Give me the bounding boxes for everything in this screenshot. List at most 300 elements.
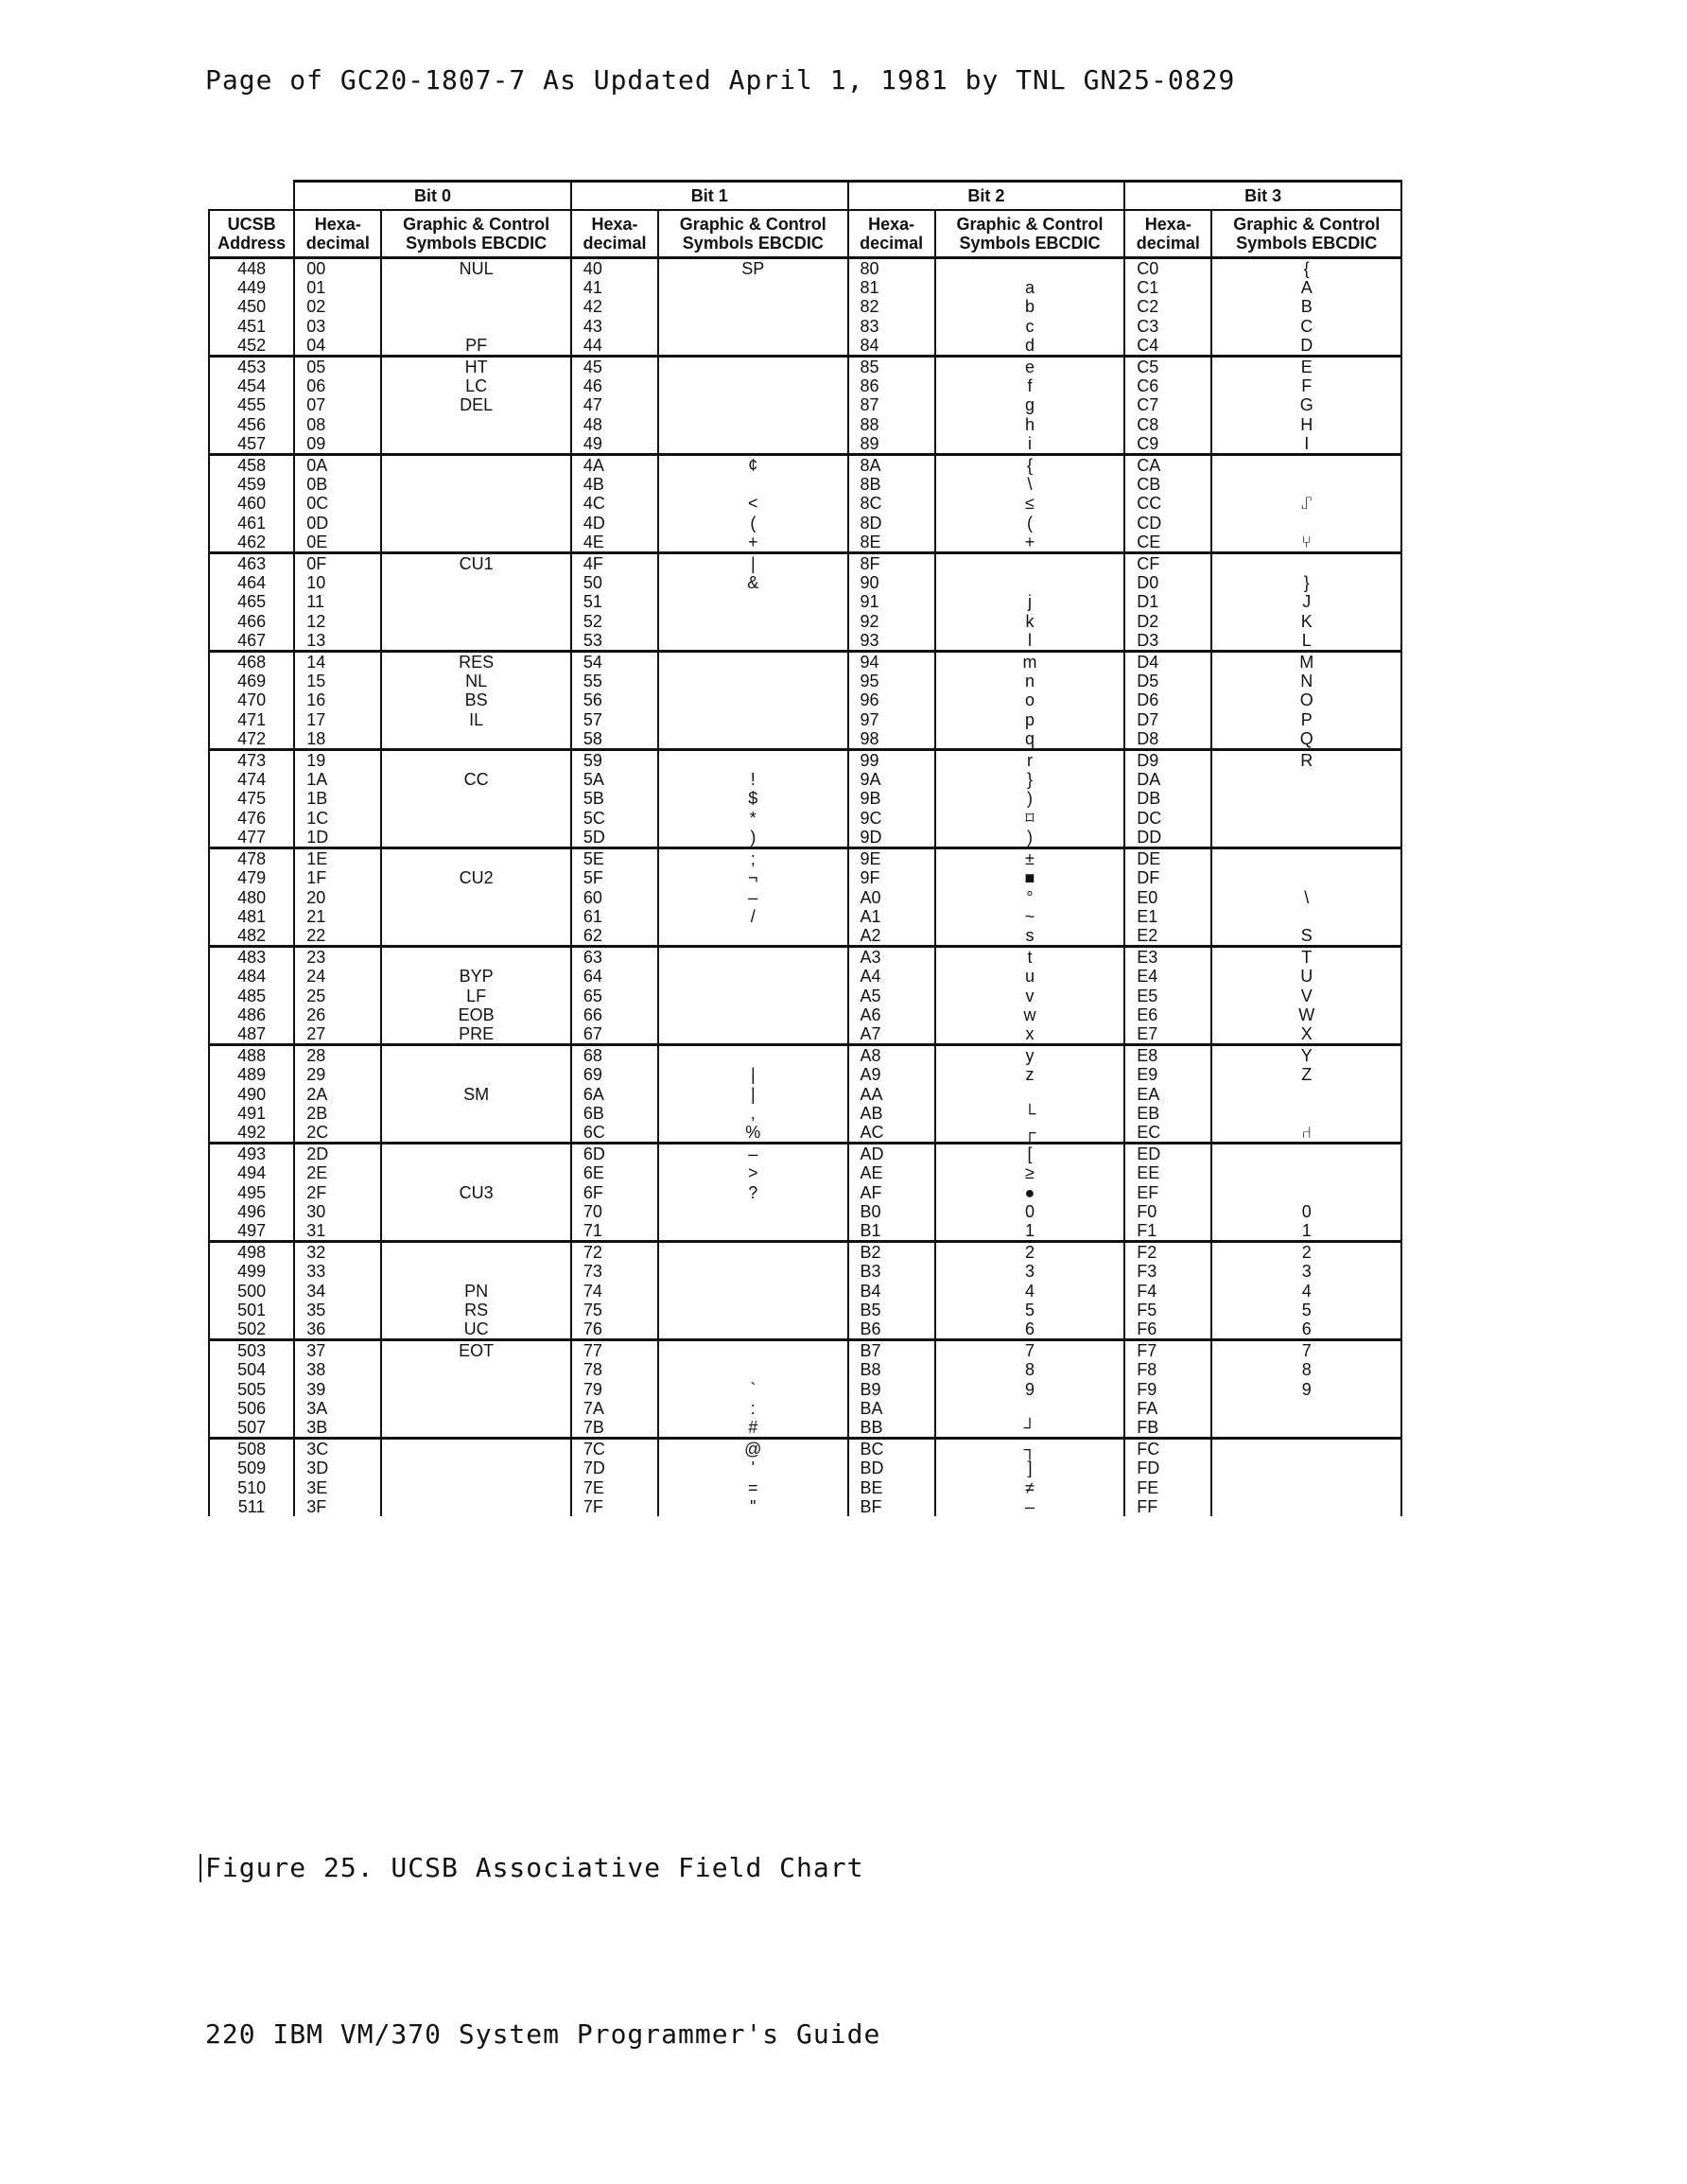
hex-bit2-cell: 84	[848, 336, 935, 357]
sym-bit1-cell	[658, 672, 847, 690]
table-row	[209, 828, 1401, 848]
hex-bit0-cell: 1C	[294, 809, 381, 828]
sym-bit1-cell	[658, 710, 847, 729]
sym-bit3-cell: {	[1211, 258, 1401, 279]
addr-cell: 457	[209, 434, 294, 455]
table-row	[209, 553, 1401, 574]
addr-cell: 510	[209, 1478, 294, 1497]
sym-bit3-cell: I	[1211, 434, 1401, 455]
hex-bit0-cell: 0F	[294, 553, 381, 574]
table-row	[209, 1221, 1401, 1242]
sym-bit0-cell	[381, 455, 570, 476]
sym-bit2-cell: e	[935, 357, 1124, 377]
table-row	[209, 888, 1401, 907]
addr-cell: 455	[209, 395, 294, 414]
sym-bit3-cell: ⑀	[1211, 494, 1401, 513]
bit-3-header: Bit 3	[1124, 182, 1401, 211]
hex-bit1-cell: 79	[571, 1380, 658, 1399]
hex-bit2-cell: 91	[848, 592, 935, 611]
hex-bit3-cell: F9	[1124, 1380, 1211, 1399]
hex-bit0-cell: 3B	[294, 1418, 381, 1439]
symbols-header: Graphic & Control Symbols EBCDIC	[1211, 210, 1401, 258]
sym-bit2-cell: 2	[935, 1242, 1124, 1263]
hex-bit2-cell: 9C	[848, 809, 935, 828]
revision-bar	[200, 1854, 201, 1882]
sym-bit2-cell: h	[935, 415, 1124, 434]
sym-bit0-cell: EOB	[381, 1005, 570, 1024]
sym-bit2-cell: 3	[935, 1262, 1124, 1281]
sym-bit1-cell	[658, 357, 847, 377]
sym-bit1-cell	[658, 690, 847, 709]
addr-cell: 500	[209, 1282, 294, 1301]
hex-bit3-cell: F8	[1124, 1360, 1211, 1379]
table-row	[209, 926, 1401, 947]
sym-bit2-cell: [	[935, 1144, 1124, 1164]
hex-bit3-cell: E3	[1124, 947, 1211, 968]
sym-bit0-cell: CU1	[381, 553, 570, 574]
hex-bit0-cell: 1B	[294, 789, 381, 808]
hex-bit0-cell: 1D	[294, 828, 381, 848]
hex-bit2-cell: AB	[848, 1104, 935, 1123]
table-row	[209, 1045, 1401, 1066]
hex-bit2-cell: B4	[848, 1282, 935, 1301]
sym-bit2-cell: q	[935, 729, 1124, 750]
addr-cell: 485	[209, 987, 294, 1005]
hex-bit1-cell: 41	[571, 278, 658, 297]
addr-cell: 508	[209, 1439, 294, 1459]
hex-bit0-cell: 2E	[294, 1163, 381, 1182]
hex-bit0-cell: 34	[294, 1282, 381, 1301]
hex-bit2-cell: 9B	[848, 789, 935, 808]
sym-bit2-cell: ●	[935, 1183, 1124, 1202]
sym-bit3-cell	[1211, 475, 1401, 494]
hex-bit1-cell: 70	[571, 1202, 658, 1221]
addr-cell: 467	[209, 631, 294, 652]
sym-bit0-cell	[381, 907, 570, 926]
addr-cell: 466	[209, 612, 294, 631]
page-header: Page of GC20-1807-7 As Updated April 1, 1981 by TNL GN25-0829	[205, 64, 1236, 96]
addr-cell: 501	[209, 1301, 294, 1319]
hex-bit3-cell: CE	[1124, 533, 1211, 553]
sym-bit3-cell	[1211, 1399, 1401, 1418]
sym-bit1-cell	[658, 1221, 847, 1242]
sym-bit0-cell	[381, 434, 570, 455]
hex-bit3-cell: C9	[1124, 434, 1211, 455]
hex-bit3-cell: D2	[1124, 612, 1211, 631]
table-row	[209, 533, 1401, 553]
hex-bit3-cell: C1	[1124, 278, 1211, 297]
hex-bit2-cell: AE	[848, 1163, 935, 1182]
addr-cell: 498	[209, 1242, 294, 1263]
sym-bit1-cell: /	[658, 907, 847, 926]
sym-bit3-cell: 4	[1211, 1282, 1401, 1301]
hexadecimal-header: Hexa- decimal	[848, 210, 935, 258]
sym-bit2-cell: 6	[935, 1319, 1124, 1340]
hex-bit3-cell: DF	[1124, 868, 1211, 887]
hex-bit1-cell: 7A	[571, 1399, 658, 1418]
sym-bit0-cell	[381, 1497, 570, 1516]
sym-bit3-cell: 0	[1211, 1202, 1401, 1221]
sym-bit3-cell	[1211, 1497, 1401, 1516]
hex-bit0-cell: 06	[294, 376, 381, 395]
sym-bit1-cell: SP	[658, 258, 847, 279]
sym-bit0-cell: CU3	[381, 1183, 570, 1202]
hex-bit2-cell: 9A	[848, 770, 935, 789]
sym-bit3-cell: B	[1211, 297, 1401, 316]
hex-bit3-cell: EC	[1124, 1123, 1211, 1144]
sym-bit0-cell: BYP	[381, 967, 570, 986]
hex-bit0-cell: 02	[294, 297, 381, 316]
sym-bit2-cell: └	[935, 1104, 1124, 1123]
sym-bit1-cell	[658, 926, 847, 947]
hex-bit2-cell: BE	[848, 1478, 935, 1497]
sym-bit0-cell: LF	[381, 987, 570, 1005]
table-row	[209, 1123, 1401, 1144]
hex-bit2-cell: B9	[848, 1380, 935, 1399]
sym-bit1-cell: ¢	[658, 455, 847, 476]
sym-bit1-cell: %	[658, 1123, 847, 1144]
sym-bit0-cell	[381, 1478, 570, 1497]
hex-bit3-cell: E4	[1124, 967, 1211, 986]
addr-cell: 483	[209, 947, 294, 968]
table-row	[209, 1340, 1401, 1361]
hex-bit2-cell: B3	[848, 1262, 935, 1281]
hex-bit0-cell: 00	[294, 258, 381, 279]
hex-bit2-cell: A1	[848, 907, 935, 926]
hex-bit1-cell: 75	[571, 1301, 658, 1319]
table-row	[209, 1242, 1401, 1263]
sym-bit1-cell: ;	[658, 848, 847, 869]
hex-bit1-cell: 4E	[571, 533, 658, 553]
sym-bit2-cell: g	[935, 395, 1124, 414]
sym-bit3-cell: X	[1211, 1024, 1401, 1045]
hex-bit0-cell: 23	[294, 947, 381, 968]
hex-bit2-cell: BF	[848, 1497, 935, 1516]
sym-bit3-cell	[1211, 1144, 1401, 1164]
addr-cell: 459	[209, 475, 294, 494]
hex-bit3-cell: C2	[1124, 297, 1211, 316]
hex-bit1-cell: 63	[571, 947, 658, 968]
hex-bit2-cell: 98	[848, 729, 935, 750]
sym-bit2-cell: 7	[935, 1340, 1124, 1361]
hex-bit2-cell: A9	[848, 1065, 935, 1084]
sym-bit1-cell	[658, 1024, 847, 1045]
hex-bit1-cell: 62	[571, 926, 658, 947]
sym-bit0-cell	[381, 1202, 570, 1221]
table-row	[209, 336, 1401, 357]
addr-cell: 481	[209, 907, 294, 926]
hex-bit1-cell: 56	[571, 690, 658, 709]
addr-cell: 463	[209, 553, 294, 574]
sym-bit3-cell	[1211, 809, 1401, 828]
sym-bit3-cell: A	[1211, 278, 1401, 297]
sym-bit1-cell	[658, 1262, 847, 1281]
hex-bit1-cell: 51	[571, 592, 658, 611]
hex-bit3-cell: D0	[1124, 573, 1211, 592]
hex-bit0-cell: 37	[294, 1340, 381, 1361]
sym-bit3-cell	[1211, 1459, 1401, 1477]
hex-bit1-cell: 48	[571, 415, 658, 434]
bit-header-row	[209, 182, 1401, 211]
sym-bit0-cell	[381, 888, 570, 907]
sym-bit3-cell: H	[1211, 415, 1401, 434]
ucsb-associative-field-chart	[208, 180, 1402, 1516]
sym-bit0-cell	[381, 278, 570, 297]
sym-bit3-cell: 5	[1211, 1301, 1401, 1319]
hex-bit2-cell: B1	[848, 1221, 935, 1242]
sym-bit1-cell	[658, 297, 847, 316]
addr-cell: 475	[209, 789, 294, 808]
hex-bit1-cell: 46	[571, 376, 658, 395]
addr-cell: 489	[209, 1065, 294, 1084]
sym-bit1-cell	[658, 434, 847, 455]
addr-cell: 482	[209, 926, 294, 947]
table-row	[209, 1301, 1401, 1319]
hex-bit3-cell: F0	[1124, 1202, 1211, 1221]
hex-bit3-cell: D8	[1124, 729, 1211, 750]
addr-cell: 488	[209, 1045, 294, 1066]
addr-cell: 470	[209, 690, 294, 709]
sym-bit1-cell: =	[658, 1478, 847, 1497]
sym-bit3-cell: C	[1211, 317, 1401, 336]
sym-bit2-cell: °	[935, 888, 1124, 907]
hex-bit0-cell: 28	[294, 1045, 381, 1066]
hex-bit1-cell: 5B	[571, 789, 658, 808]
hex-bit1-cell: 49	[571, 434, 658, 455]
hex-bit3-cell: DC	[1124, 809, 1211, 828]
sym-bit3-cell	[1211, 1418, 1401, 1439]
sym-bit2-cell: (	[935, 514, 1124, 533]
hex-bit2-cell: B6	[848, 1319, 935, 1340]
sym-bit0-cell	[381, 1104, 570, 1123]
table-row	[209, 395, 1401, 414]
hex-bit2-cell: 87	[848, 395, 935, 414]
addr-cell: 471	[209, 710, 294, 729]
sym-bit1-cell: –	[658, 888, 847, 907]
hex-bit1-cell: 47	[571, 395, 658, 414]
sym-bit3-cell: 3	[1211, 1262, 1401, 1281]
sym-bit1-cell: *	[658, 809, 847, 828]
sym-bit1-cell	[658, 1282, 847, 1301]
table-row	[209, 729, 1401, 750]
sym-bit0-cell	[381, 926, 570, 947]
sym-bit2-cell: ┐	[935, 1439, 1124, 1459]
sym-bit2-cell: \	[935, 475, 1124, 494]
sym-bit3-cell: ⑂	[1211, 533, 1401, 553]
sym-bit2-cell: {	[935, 455, 1124, 476]
hex-bit2-cell: 97	[848, 710, 935, 729]
table-row	[209, 376, 1401, 395]
addr-cell: 487	[209, 1024, 294, 1045]
addr-cell: 452	[209, 336, 294, 357]
sym-bit0-cell: PRE	[381, 1024, 570, 1045]
hex-bit0-cell: 30	[294, 1202, 381, 1221]
table-row	[209, 1183, 1401, 1202]
sym-bit1-cell: ,	[658, 1104, 847, 1123]
table-row	[209, 672, 1401, 690]
table-row	[209, 710, 1401, 729]
hex-bit0-cell: 1F	[294, 868, 381, 887]
page-footer: 220 IBM VM/370 System Programmer's Guide	[205, 2018, 881, 2050]
hex-bit0-cell: 10	[294, 573, 381, 592]
sym-bit3-cell	[1211, 1478, 1401, 1497]
hex-bit3-cell: D6	[1124, 690, 1211, 709]
sym-bit2-cell: ┘	[935, 1418, 1124, 1439]
table-row	[209, 750, 1401, 771]
sym-bit1-cell	[658, 987, 847, 1005]
addr-cell: 456	[209, 415, 294, 434]
corner-blank	[209, 182, 294, 211]
table-row	[209, 494, 1401, 513]
hex-bit0-cell: 03	[294, 317, 381, 336]
hex-bit2-cell: A4	[848, 967, 935, 986]
symbols-header: Graphic & Control Symbols EBCDIC	[381, 210, 570, 258]
hex-bit3-cell: C8	[1124, 415, 1211, 434]
sym-bit3-cell: V	[1211, 987, 1401, 1005]
addr-cell: 478	[209, 848, 294, 869]
hex-bit0-cell: 20	[294, 888, 381, 907]
sym-bit2-cell	[935, 258, 1124, 279]
table-row	[209, 573, 1401, 592]
sym-bit3-cell: J	[1211, 592, 1401, 611]
hex-bit0-cell: 0C	[294, 494, 381, 513]
hex-bit2-cell: 89	[848, 434, 935, 455]
hex-bit0-cell: 26	[294, 1005, 381, 1024]
sym-bit2-cell: 9	[935, 1380, 1124, 1399]
sym-bit2-cell: ±	[935, 848, 1124, 869]
hex-bit1-cell: 73	[571, 1262, 658, 1281]
hex-bit3-cell: FC	[1124, 1439, 1211, 1459]
sym-bit2-cell: }	[935, 770, 1124, 789]
hex-bit3-cell: E6	[1124, 1005, 1211, 1024]
sym-bit1-cell	[658, 631, 847, 652]
hex-bit3-cell: FA	[1124, 1399, 1211, 1418]
table-row	[209, 1202, 1401, 1221]
hex-bit0-cell: 2C	[294, 1123, 381, 1144]
hex-bit2-cell: 8A	[848, 455, 935, 476]
sym-bit0-cell: PF	[381, 336, 570, 357]
hex-bit2-cell: B5	[848, 1301, 935, 1319]
hex-bit3-cell: E9	[1124, 1065, 1211, 1084]
table-row	[209, 1459, 1401, 1477]
hex-bit0-cell: 0E	[294, 533, 381, 553]
sym-bit3-cell: 1	[1211, 1221, 1401, 1242]
addr-cell: 494	[209, 1163, 294, 1182]
addr-cell: 451	[209, 317, 294, 336]
hex-bit2-cell: A5	[848, 987, 935, 1005]
addr-cell: 493	[209, 1144, 294, 1164]
hex-bit3-cell: E2	[1124, 926, 1211, 947]
hex-bit3-cell: DE	[1124, 848, 1211, 869]
sym-bit3-cell	[1211, 1163, 1401, 1182]
sym-bit2-cell: u	[935, 967, 1124, 986]
sym-bit0-cell	[381, 533, 570, 553]
hex-bit2-cell: 94	[848, 652, 935, 673]
table-row	[209, 987, 1401, 1005]
table-row	[209, 809, 1401, 828]
hex-bit3-cell: F6	[1124, 1319, 1211, 1340]
sym-bit2-cell	[935, 553, 1124, 574]
hex-bit3-cell: CA	[1124, 455, 1211, 476]
hex-bit0-cell: 3D	[294, 1459, 381, 1477]
hex-bit0-cell: 3C	[294, 1439, 381, 1459]
sym-bit0-cell	[381, 592, 570, 611]
sym-bit3-cell: 9	[1211, 1380, 1401, 1399]
sym-bit2-cell: 5	[935, 1301, 1124, 1319]
hex-bit3-cell: C7	[1124, 395, 1211, 414]
sym-bit0-cell	[381, 317, 570, 336]
sym-bit1-cell: '	[658, 1459, 847, 1477]
sym-bit1-cell: `	[658, 1380, 847, 1399]
hex-bit0-cell: 05	[294, 357, 381, 377]
addr-cell: 472	[209, 729, 294, 750]
sym-bit0-cell	[381, 1459, 570, 1477]
sym-bit1-cell	[658, 1202, 847, 1221]
sym-bit3-cell: D	[1211, 336, 1401, 357]
hex-bit2-cell: A8	[848, 1045, 935, 1066]
hex-bit0-cell: 29	[294, 1065, 381, 1084]
sym-bit1-cell: $	[658, 789, 847, 808]
sym-bit3-cell	[1211, 553, 1401, 574]
sym-bit1-cell: &	[658, 573, 847, 592]
hex-bit2-cell: 9F	[848, 868, 935, 887]
table-row	[209, 947, 1401, 968]
chart-body	[209, 258, 1401, 1517]
sym-bit3-cell: 2	[1211, 1242, 1401, 1263]
hex-bit1-cell: 69	[571, 1065, 658, 1084]
sym-bit2-cell: s	[935, 926, 1124, 947]
hex-bit1-cell: 76	[571, 1319, 658, 1340]
table-row	[209, 1085, 1401, 1104]
sym-bit2-cell: 0	[935, 1202, 1124, 1221]
symbols-header: Graphic & Control Symbols EBCDIC	[658, 210, 847, 258]
hex-bit0-cell: 2A	[294, 1085, 381, 1104]
bit-1-header: Bit 1	[571, 182, 848, 211]
sym-bit2-cell: y	[935, 1045, 1124, 1066]
sym-bit2-cell: ≠	[935, 1478, 1124, 1497]
addr-cell: 507	[209, 1418, 294, 1439]
addr-cell: 473	[209, 750, 294, 771]
sym-bit0-cell	[381, 1045, 570, 1066]
figure-caption: Figure 25. UCSB Associative Field Chart	[205, 1852, 864, 1883]
hex-bit2-cell: A0	[848, 888, 935, 907]
hex-bit2-cell: A7	[848, 1024, 935, 1045]
sym-bit2-cell: o	[935, 690, 1124, 709]
hex-bit0-cell: 3A	[294, 1399, 381, 1418]
hex-bit0-cell: 32	[294, 1242, 381, 1263]
hex-bit0-cell: 1E	[294, 848, 381, 869]
sym-bit2-cell: a	[935, 278, 1124, 297]
hex-bit3-cell: F4	[1124, 1282, 1211, 1301]
sym-bit0-cell	[381, 514, 570, 533]
hex-bit0-cell: 19	[294, 750, 381, 771]
hex-bit3-cell: EB	[1124, 1104, 1211, 1123]
addr-cell: 495	[209, 1183, 294, 1202]
hex-bit0-cell: 0D	[294, 514, 381, 533]
hex-bit0-cell: 27	[294, 1024, 381, 1045]
hex-bit1-cell: 7C	[571, 1439, 658, 1459]
hex-bit1-cell: 7E	[571, 1478, 658, 1497]
sym-bit3-cell: U	[1211, 967, 1401, 986]
sym-bit1-cell: ¬	[658, 868, 847, 887]
sym-bit2-cell: c	[935, 317, 1124, 336]
hex-bit1-cell: 4F	[571, 553, 658, 574]
hex-bit1-cell: 72	[571, 1242, 658, 1263]
table-row	[209, 967, 1401, 986]
addr-cell: 450	[209, 297, 294, 316]
sym-bit0-cell: DEL	[381, 395, 570, 414]
ucsb-address-header: UCSB Address	[209, 210, 294, 258]
